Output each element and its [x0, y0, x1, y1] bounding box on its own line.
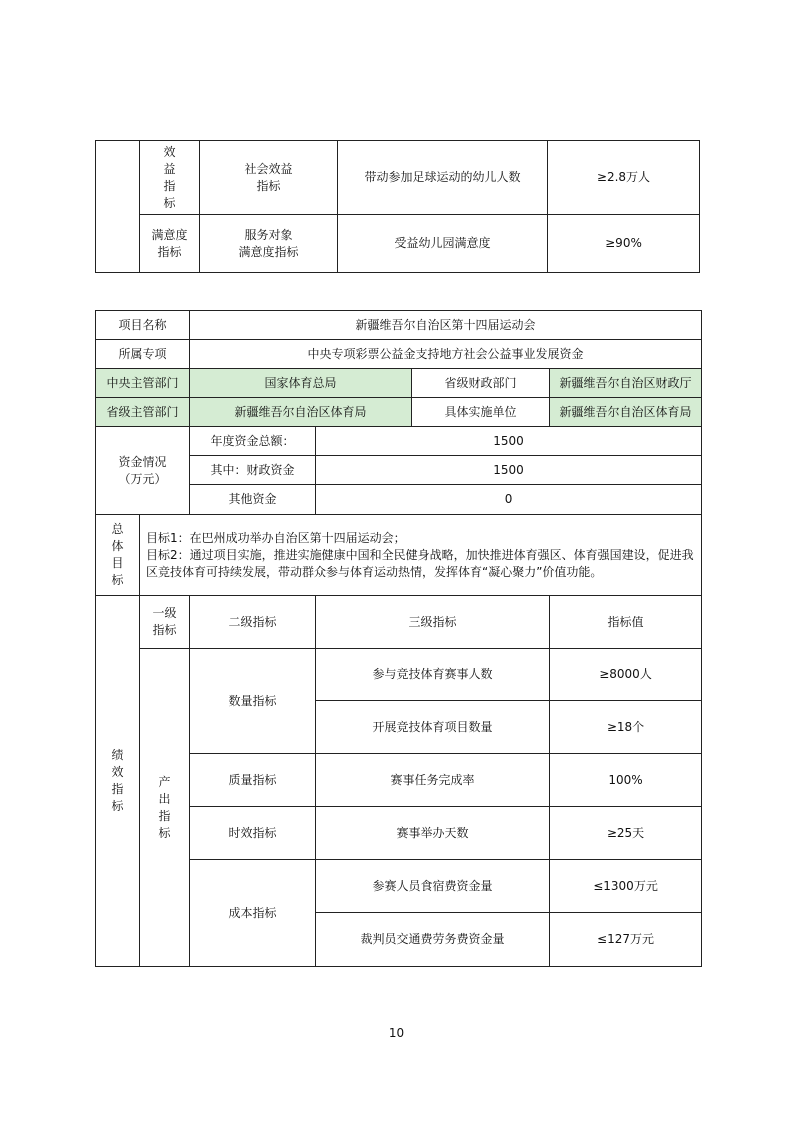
output-label: 产出指标: [140, 649, 190, 967]
metric-c2-value: ≤127万元: [550, 913, 702, 967]
header-value: 指标值: [550, 596, 702, 649]
cost-label: 成本指标: [190, 860, 316, 967]
goal-label: 总体目标: [96, 515, 140, 596]
metric-c2: 裁判员交通费劳务费资金量: [316, 913, 550, 967]
metric-ql1: 赛事任务完成率: [316, 754, 550, 807]
metric-q1: 参与竞技体育赛事人数: [316, 649, 550, 701]
impl-label: 具体实施单位: [412, 398, 550, 427]
table-row: [96, 369, 702, 398]
empty-cell: [96, 141, 140, 273]
funds-total-label: 年度资金总额：: [190, 427, 316, 456]
value-cell: ≥90%: [548, 215, 700, 273]
metric-q1-value: ≥8000人: [550, 649, 702, 701]
table-row: [96, 649, 702, 701]
table-row: [96, 398, 702, 427]
quantity-label: 数量指标: [190, 649, 316, 754]
time-label: 时效指标: [190, 807, 316, 860]
indicator-cell: 带动参加足球运动的幼儿人数: [338, 141, 548, 215]
prov-dept-label: 省级主管部门: [96, 398, 190, 427]
page-number: 10: [388, 1026, 405, 1040]
sub-category-cell: 服务对象 满意度指标: [200, 215, 338, 273]
central-dept-value: 国家体育总局: [190, 369, 412, 398]
metric-c1: 参赛人员食宿费资金量: [316, 860, 550, 913]
value-cell: ≥2.8万人: [548, 141, 700, 215]
special-label: 所属专项: [96, 340, 190, 369]
sub-category-cell: 社会效益 指标: [200, 141, 338, 215]
funds-fiscal-label: 其中：财政资金: [190, 456, 316, 485]
header-level1: 一级 指标: [140, 596, 190, 649]
table-row: [96, 141, 700, 215]
table-row: [96, 311, 702, 340]
perf-label: 绩效指标: [96, 596, 140, 967]
prov-dept-value: 新疆维吾尔自治区体育局: [190, 398, 412, 427]
metric-t1: 赛事举办天数: [316, 807, 550, 860]
funds-other-label: 其他资金: [190, 485, 316, 515]
header-level3: 三级指标: [316, 596, 550, 649]
table-row: [96, 596, 702, 649]
metric-q2: 开展竞技体育项目数量: [316, 701, 550, 754]
project-table: [95, 310, 702, 967]
metric-q2-value: ≥18个: [550, 701, 702, 754]
goal-text: [140, 515, 702, 596]
central-dept-label: 中央主管部门: [96, 369, 190, 398]
project-name-label: 项目名称: [96, 311, 190, 340]
category-cell: 满意度 指标: [140, 215, 200, 273]
metric-ql1-value: 100%: [550, 754, 702, 807]
special-value: 中央专项彩票公益金支持地方社会公益事业发展资金: [190, 340, 702, 369]
funds-other-value: 0: [316, 485, 702, 515]
table-row: [96, 515, 702, 596]
project-name: 新疆维吾尔自治区第十四届运动会: [190, 311, 702, 340]
header-level2: 二级指标: [190, 596, 316, 649]
table-continued: [95, 140, 700, 273]
goal-2: 目标2：通过项目实施，推进实施健康中国和全民健身战略，加快推进体育强区、体育强国建设，促进我区竞技体育可持续发展，带动群众参与体育运动热情，发挥体育“凝心聚力”价值功能。: [146, 547, 694, 579]
table-row: [96, 427, 702, 456]
quality-label: 质量指标: [190, 754, 316, 807]
table-row: [96, 215, 700, 273]
table-row: [96, 340, 702, 369]
prov-finance-value: 新疆维吾尔自治区财政厅: [550, 369, 702, 398]
funds-label: 资金情况 （万元）: [96, 427, 190, 515]
prov-finance-label: 省级财政部门: [412, 369, 550, 398]
indicator-cell: 受益幼儿园满意度: [338, 215, 548, 273]
category-cell: 效益指标: [140, 141, 200, 215]
metric-t1-value: ≥25天: [550, 807, 702, 860]
metric-c1-value: ≤1300万元: [550, 860, 702, 913]
funds-total-value: 1500: [316, 427, 702, 456]
funds-fiscal-value: 1500: [316, 456, 702, 485]
impl-value: 新疆维吾尔自治区体育局: [550, 398, 702, 427]
goal-1: 目标1：在巴州成功举办自治区第十四届运动会；: [146, 530, 406, 545]
